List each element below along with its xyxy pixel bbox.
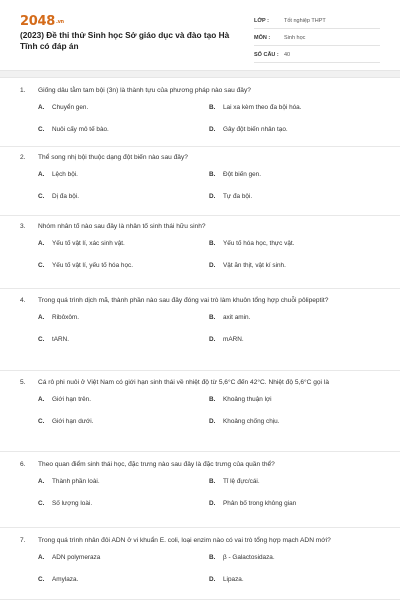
question-item — [0, 289, 400, 371]
meta-row-count: SỐ CÂU : 40 — [254, 48, 380, 63]
option-letter: D. — [209, 261, 216, 269]
answer-option[interactable] — [209, 388, 380, 410]
answer-option[interactable] — [38, 410, 209, 432]
option-text: ADN polymeraza — [52, 553, 101, 561]
question-text — [20, 86, 380, 96]
question-item — [0, 452, 400, 528]
option-text: Thành phần loài. — [52, 477, 100, 485]
option-text: Gây đột biến nhân tạo. — [223, 125, 288, 133]
option-text: Nuôi cấy mô tế bào. — [52, 125, 109, 133]
option-text: Lai xa kèm theo đa bội hóa. — [223, 103, 302, 111]
option-letter: B. — [209, 313, 216, 321]
option-letter: D. — [209, 192, 216, 200]
option-text: Amylaza. — [52, 575, 79, 583]
answer-option[interactable] — [209, 492, 380, 514]
option-text: Ribôxôm. — [52, 313, 79, 321]
question-body: Trong quá trình nhân đôi ADN ở vi khuẩn E. coli, loại enzim nào có vai trò tổng hợp mạch ADN mới? — [38, 537, 331, 544]
option-letter: A. — [38, 313, 45, 321]
option-letter: A. — [38, 477, 45, 485]
option-letter: C. — [38, 575, 45, 583]
answer-option[interactable] — [209, 470, 380, 492]
question-number: 6. — [20, 461, 26, 468]
option-text: Giới hạn dưới. — [52, 417, 94, 425]
site-logo[interactable]: 2048.vn — [20, 14, 64, 29]
question-number: 1. — [20, 87, 26, 94]
option-letter: D. — [209, 125, 216, 133]
question-item — [0, 80, 400, 147]
answer-option[interactable] — [38, 546, 209, 568]
option-text: Yếu tố vật lí, xác sinh vật. — [52, 239, 125, 247]
answer-option[interactable] — [38, 254, 209, 276]
answer-option[interactable] — [209, 254, 380, 276]
question-number: 7. — [20, 537, 26, 544]
option-text: tARN. — [52, 335, 70, 343]
option-letter: C. — [38, 499, 45, 507]
answer-option[interactable] — [209, 185, 380, 207]
answer-option[interactable] — [209, 306, 380, 328]
option-letter: A. — [38, 170, 45, 178]
answer-options — [20, 163, 380, 207]
option-letter: C. — [38, 125, 45, 133]
answer-option[interactable] — [38, 96, 209, 118]
option-text: Lipaza. — [223, 575, 244, 583]
answer-option[interactable] — [38, 388, 209, 410]
answer-option[interactable] — [209, 232, 380, 254]
answer-options — [20, 306, 380, 350]
option-letter: A. — [38, 103, 45, 111]
question-body: Trong quá trình dịch mã, thành phần nào sau đây đóng vai trò làm khuôn tổng hợp chuỗi pôlipeptit? — [38, 297, 329, 304]
option-letter: D. — [209, 417, 216, 425]
answer-options — [20, 388, 380, 432]
question-number: 2. — [20, 154, 26, 161]
question-text — [20, 296, 380, 306]
option-letter: A. — [38, 395, 45, 403]
answer-option[interactable] — [38, 328, 209, 350]
answer-option[interactable] — [38, 185, 209, 207]
answer-option[interactable] — [209, 546, 380, 568]
question-body: Theo quan điểm sinh thái học, đặc trưng nào sau đây là đặc trưng của quần thể? — [38, 461, 275, 468]
answer-option[interactable] — [209, 328, 380, 350]
option-text: Yếu tố vật lí, yếu tố hóa học. — [52, 261, 134, 269]
option-text: axit amin. — [223, 313, 251, 321]
answer-options — [20, 96, 380, 140]
question-item — [0, 216, 400, 289]
question-text — [20, 222, 380, 232]
answer-option[interactable] — [38, 568, 209, 590]
question-text — [20, 460, 380, 470]
question-body: Cá rô phi nuôi ở Việt Nam có giới hạn sinh thái về nhiệt độ từ 5,6°C đến 42°C. Nhiệt độ 5,6°C gọi là — [38, 379, 329, 386]
question-list — [0, 80, 400, 600]
option-letter: B. — [209, 239, 216, 247]
option-text: Khoảng chống chịu. — [223, 417, 280, 425]
option-letter: B. — [209, 395, 216, 403]
option-text: Tỉ lệ đực/cái. — [223, 477, 260, 485]
answer-options — [20, 470, 380, 514]
option-text: Số lượng loài. — [52, 499, 93, 507]
question-text — [20, 536, 380, 546]
option-text: Chuyển gen. — [52, 103, 89, 111]
question-number: 4. — [20, 297, 26, 304]
question-number: 5. — [20, 379, 26, 386]
answer-option[interactable] — [38, 118, 209, 140]
option-text: Đột biến gen. — [223, 170, 262, 178]
option-text: Lệch bội. — [52, 170, 78, 178]
meta-row-subject: MÔN : Sinh học — [254, 31, 380, 46]
option-letter: A. — [38, 553, 45, 561]
answer-option[interactable] — [38, 492, 209, 514]
option-letter: D. — [209, 335, 216, 343]
question-text — [20, 153, 380, 163]
option-letter: C. — [38, 192, 45, 200]
option-text: Giới hạn trên. — [52, 395, 92, 403]
answer-option[interactable] — [38, 163, 209, 185]
question-item — [0, 528, 400, 600]
question-body: Giống dâu tằm tam bội (3n) là thành tựu của phương pháp nào sau đây? — [38, 87, 251, 94]
option-text: β - Galactosidaza. — [223, 553, 275, 561]
answer-option[interactable] — [38, 470, 209, 492]
question-body: Thể song nhị bội thuộc dạng đột biến nào sau đây? — [38, 154, 188, 161]
option-letter: C. — [38, 261, 45, 269]
exam-title: (2023) Đề thi thử Sinh học Sở giáo dục và đào tạo Hà Tĩnh có đáp án — [20, 30, 230, 51]
answer-option[interactable] — [38, 232, 209, 254]
option-text: mARN. — [223, 335, 244, 343]
answer-options — [20, 232, 380, 276]
question-number: 3. — [20, 223, 26, 230]
option-text: Vật ăn thịt, vật kí sinh. — [223, 261, 286, 269]
question-text — [20, 378, 380, 388]
option-text: Yếu tố hóa học, thực vật. — [223, 239, 295, 247]
option-letter: D. — [209, 499, 216, 507]
question-item — [0, 147, 400, 216]
option-letter: B. — [209, 103, 216, 111]
option-text: Dị đa bội. — [52, 192, 79, 200]
exam-meta — [254, 14, 380, 65]
header-divider — [0, 70, 400, 78]
question-body: Nhóm nhân tố nào sau đây là nhân tố sinh thái hữu sinh? — [38, 223, 206, 230]
answer-option[interactable] — [209, 568, 380, 590]
answer-option[interactable] — [38, 306, 209, 328]
answer-option[interactable] — [209, 163, 380, 185]
question-item — [0, 371, 400, 452]
answer-options — [20, 546, 380, 590]
answer-option[interactable] — [209, 410, 380, 432]
answer-option[interactable] — [209, 96, 380, 118]
option-letter: B. — [209, 553, 216, 561]
option-letter: C. — [38, 417, 45, 425]
option-letter: C. — [38, 335, 45, 343]
option-letter: B. — [209, 170, 216, 178]
meta-row-class: LỚP : Tốt nghiệp THPT — [254, 14, 380, 29]
option-text: Tự đa bội. — [223, 192, 253, 200]
page-header — [0, 0, 400, 66]
answer-option[interactable] — [209, 118, 380, 140]
option-letter: B. — [209, 477, 216, 485]
option-letter: D. — [209, 575, 216, 583]
option-letter: A. — [38, 239, 45, 247]
option-text: Phân bố trong không gian — [223, 499, 297, 507]
option-text: Khoảng thuận lợi — [223, 395, 272, 403]
